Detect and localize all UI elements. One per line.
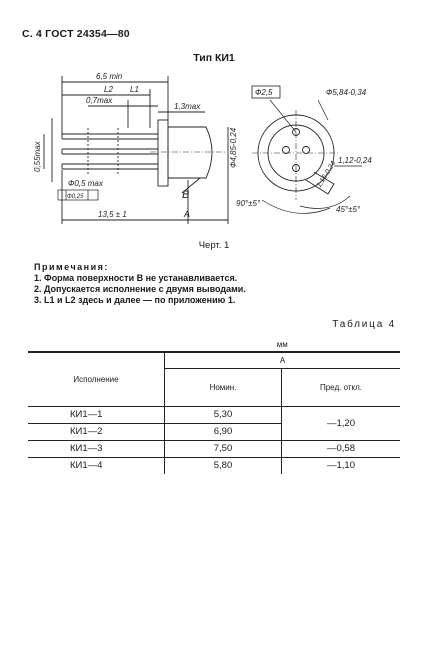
col-group: A bbox=[165, 352, 401, 368]
row-1-nom: 5,30 bbox=[165, 406, 282, 423]
row-2-name: КИ1—2 bbox=[28, 423, 165, 440]
dim-diam-body: Ф4,85-0,24 bbox=[229, 127, 238, 168]
row-3-name: КИ1—3 bbox=[28, 440, 165, 457]
row-4-nom: 5,80 bbox=[165, 457, 282, 474]
col-variant: Исполнение bbox=[28, 352, 165, 406]
spec-table bbox=[28, 338, 400, 474]
pin-right bbox=[303, 147, 310, 154]
row-4-name: КИ1—4 bbox=[70, 460, 103, 472]
table-title: Таблица 4 bbox=[332, 319, 396, 330]
lens-body bbox=[168, 127, 212, 178]
figure-caption: Черт. 1 bbox=[198, 240, 230, 251]
dim-flange: Ф5,84-0,34 bbox=[326, 88, 367, 97]
note-2: 2. Допускается исполнение с двумя выводами. bbox=[34, 284, 246, 294]
dim-diam-lead: Ф0,5 max bbox=[68, 179, 103, 188]
page-header: С. 4 ГОСТ 24354—80 bbox=[22, 28, 130, 40]
dim-length-min: 6,5 min bbox=[96, 72, 123, 81]
row-1-dev: —1,20 bbox=[282, 406, 401, 440]
lead-middle bbox=[62, 149, 158, 154]
label-b: B bbox=[182, 189, 190, 201]
dim-055max: 0,55max bbox=[33, 141, 42, 172]
dim-l2: L2 bbox=[104, 85, 113, 94]
dim-13max: 1,3max bbox=[174, 102, 201, 111]
note-3: 3. L1 и L2 здесь и далее — по приложению 1. bbox=[34, 295, 236, 305]
pin-left bbox=[283, 147, 290, 154]
row-2-nom: 6,90 bbox=[165, 423, 282, 440]
col-dev: Пред. откл. bbox=[282, 368, 401, 406]
dim-total: 13,5 ± 1 bbox=[98, 210, 127, 219]
table-row bbox=[28, 457, 400, 474]
dim-key: 1,16-0,24 bbox=[315, 160, 338, 190]
col-nom: Номин. bbox=[165, 368, 282, 406]
table-row bbox=[28, 406, 400, 423]
dim-tab: 1,12-0,24 bbox=[338, 156, 372, 165]
dim-angle45: 45°±5° bbox=[336, 205, 361, 214]
dim-07max: 0,7max bbox=[86, 96, 113, 105]
table-row bbox=[28, 440, 400, 457]
type-title: Тип КИ1 bbox=[193, 52, 235, 64]
note-1: 1. Форма поверхности B не устанавливается. bbox=[34, 273, 238, 283]
label-a: A bbox=[184, 209, 191, 219]
row-3-nom: 7,50 bbox=[165, 440, 282, 457]
dim-tolerance: Ф0,25 bbox=[67, 194, 84, 200]
row-4-dev: —1,10 bbox=[282, 457, 401, 474]
dim-angle90: 90°±5° bbox=[236, 199, 261, 208]
notes-block bbox=[34, 262, 246, 306]
dim-pitch: Ф2,5 bbox=[255, 88, 273, 97]
row-1-name: КИ1—1 bbox=[28, 406, 165, 423]
dim-l1: L1 bbox=[130, 85, 139, 94]
lead-bottom bbox=[62, 164, 158, 169]
table-unit: мм bbox=[276, 340, 288, 349]
technical-drawing bbox=[0, 0, 428, 240]
lead-top bbox=[62, 134, 158, 139]
row-3-dev: —0,58 bbox=[282, 440, 401, 457]
notes-title: Примечания: bbox=[34, 262, 109, 272]
flange bbox=[158, 120, 168, 186]
